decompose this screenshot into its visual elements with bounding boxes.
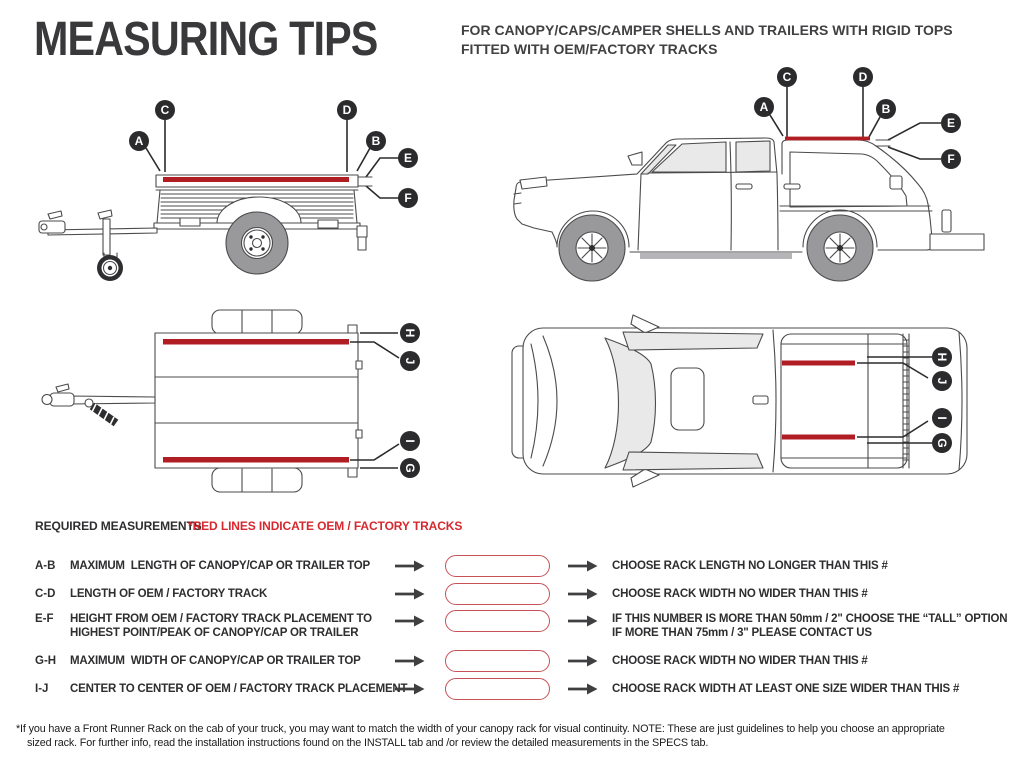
- measurement-id: I-J: [35, 683, 49, 695]
- arrow-right-icon: [568, 655, 598, 667]
- measurement-instruction: CHOOSE RACK LENGTH NO LONGER THAN THIS #: [612, 560, 888, 572]
- svg-text:F: F: [947, 152, 955, 166]
- svg-text:A: A: [759, 100, 769, 114]
- label-e-badge: [941, 113, 961, 133]
- measurement-row-gh: [0, 650, 1024, 672]
- trailer-side-view-diagram: [20, 80, 440, 300]
- label-c-badge: [777, 67, 797, 87]
- label-e-badge: [398, 148, 418, 168]
- arrow-right-icon: [568, 560, 598, 572]
- svg-text:F: F: [404, 191, 412, 205]
- svg-text:C: C: [160, 103, 170, 117]
- oem-track-red-line: [163, 339, 349, 345]
- measurement-value-field[interactable]: [445, 610, 550, 632]
- label-c-badge: [155, 100, 175, 120]
- arrow-right-icon: [395, 683, 425, 695]
- front-wheel: [559, 215, 625, 281]
- label-h-badge: [932, 347, 952, 367]
- measurement-id: C-D: [35, 588, 56, 600]
- oem-track-red-line: [785, 137, 870, 141]
- svg-text:E: E: [403, 151, 413, 165]
- measurement-id: A-B: [35, 560, 56, 572]
- footnote-line2: sized rack. For further info, read the installation instructions found on the INSTALL tab and /or review the detailed measurements in the SPECS tab.: [27, 737, 709, 749]
- arrow-right-icon: [568, 615, 598, 627]
- measurement-value-field[interactable]: [445, 583, 550, 605]
- measurement-description: CENTER TO CENTER OF OEM / FACTORY TRACK PLACEMENT: [70, 683, 408, 695]
- label-g-badge: [400, 458, 420, 478]
- label-b-badge: [366, 131, 386, 151]
- arrow-right-icon: [568, 683, 598, 695]
- measurement-description: LENGTH OF OEM / FACTORY TRACK: [70, 588, 268, 600]
- svg-text:J: J: [935, 377, 949, 385]
- measurement-description-line1: HEIGHT FROM OEM / FACTORY TRACK PLACEMENT TO: [70, 613, 372, 625]
- label-h-badge: [400, 323, 420, 343]
- label-i-badge: [400, 431, 420, 451]
- svg-text:G: G: [935, 438, 949, 448]
- measurement-id: G-H: [35, 655, 57, 667]
- svg-text:B: B: [371, 134, 381, 148]
- label-a-badge: [129, 131, 149, 151]
- page-subtitle: [461, 21, 953, 59]
- red-lines-note: *RED LINES INDICATE OEM / FACTORY TRACKS: [188, 519, 463, 533]
- label-j-badge: [932, 371, 952, 391]
- label-d-badge: [853, 67, 873, 87]
- measurement-description: MAXIMUM WIDTH OF CANOPY/CAP OR TRAILER TOP: [70, 655, 361, 667]
- arrow-right-icon: [395, 655, 425, 667]
- label-a-badge: [754, 97, 774, 117]
- svg-text:E: E: [946, 116, 956, 130]
- oem-track-red-line: [782, 361, 855, 366]
- measurement-value-field[interactable]: [445, 555, 550, 577]
- measurement-row-ab: [0, 555, 1024, 577]
- label-j-badge: [400, 351, 420, 371]
- measurement-instruction-line2: IF MORE THAN 75mm / 3" PLEASE CONTACT US: [612, 627, 872, 639]
- measurement-instruction: CHOOSE RACK WIDTH AT LEAST ONE SIZE WIDER THAN THIS #: [612, 683, 960, 695]
- svg-text:H: H: [935, 352, 949, 362]
- measurement-row-ef: [0, 610, 1024, 646]
- rear-wheel: [807, 215, 873, 281]
- measurement-instruction-line1: IF THIS NUMBER IS MORE THAN 50mm / 2" CHOOSE THE “TALL” OPTION: [612, 613, 1008, 625]
- arrow-right-icon: [395, 588, 425, 600]
- svg-text:J: J: [403, 357, 417, 365]
- measurement-row-ij: [0, 678, 1024, 700]
- svg-text:A: A: [134, 134, 144, 148]
- oem-track-red-line: [782, 435, 855, 440]
- svg-text:I: I: [935, 416, 949, 420]
- svg-text:D: D: [342, 103, 352, 117]
- footnote-line1: *If you have a Front Runner Rack on the cab of your truck, you may want to match the width of your canopy rack for visual continuity. NOTE: These are just guidelines to help you choose an appropriate: [16, 723, 945, 735]
- arrow-right-icon: [568, 588, 598, 600]
- label-i-badge: [932, 408, 952, 428]
- truck-top-view-diagram: [495, 300, 1005, 515]
- label-f-badge: [941, 149, 961, 169]
- measurement-description: MAXIMUM LENGTH OF CANOPY/CAP OR TRAILER TOP: [70, 560, 371, 572]
- measurement-description-line2: HIGHEST POINT/PEAK OF CANOPY/CAP OR TRAILER: [70, 627, 359, 639]
- oem-track-red-line: [163, 457, 349, 463]
- arrow-right-icon: [395, 615, 425, 627]
- measurement-row-cd: [0, 583, 1024, 605]
- svg-text:G: G: [403, 463, 417, 473]
- svg-text:D: D: [858, 70, 868, 84]
- subtitle-line1: FOR CANOPY/CAPS/CAMPER SHELLS AND TRAILERS WITH RIGID TOPS: [461, 22, 953, 38]
- measurement-value-field[interactable]: [445, 678, 550, 700]
- label-f-badge: [398, 188, 418, 208]
- label-g-badge: [932, 433, 952, 453]
- label-d-badge: [337, 100, 357, 120]
- truck-side-view-diagram: [490, 60, 1010, 305]
- required-measurements-heading: REQUIRED MEASUREMENTS: [35, 519, 202, 533]
- measurement-value-field[interactable]: [445, 650, 550, 672]
- svg-text:I: I: [403, 439, 417, 443]
- footnote: [16, 722, 945, 750]
- measurement-instruction: CHOOSE RACK WIDTH NO WIDER THAN THIS #: [612, 655, 868, 667]
- oem-track-red-line: [163, 177, 349, 182]
- svg-text:B: B: [881, 102, 891, 116]
- trailer-top-view-diagram: [20, 300, 440, 505]
- svg-text:H: H: [403, 328, 417, 338]
- measurement-instruction: CHOOSE RACK WIDTH NO WIDER THAN THIS #: [612, 588, 868, 600]
- subtitle-line2: FITTED WITH OEM/FACTORY TRACKS: [461, 41, 718, 57]
- measurement-id: E-F: [35, 613, 54, 625]
- arrow-right-icon: [395, 560, 425, 572]
- label-b-badge: [876, 99, 896, 119]
- svg-text:C: C: [782, 70, 792, 84]
- page-title: MEASURING TIPS: [34, 13, 378, 66]
